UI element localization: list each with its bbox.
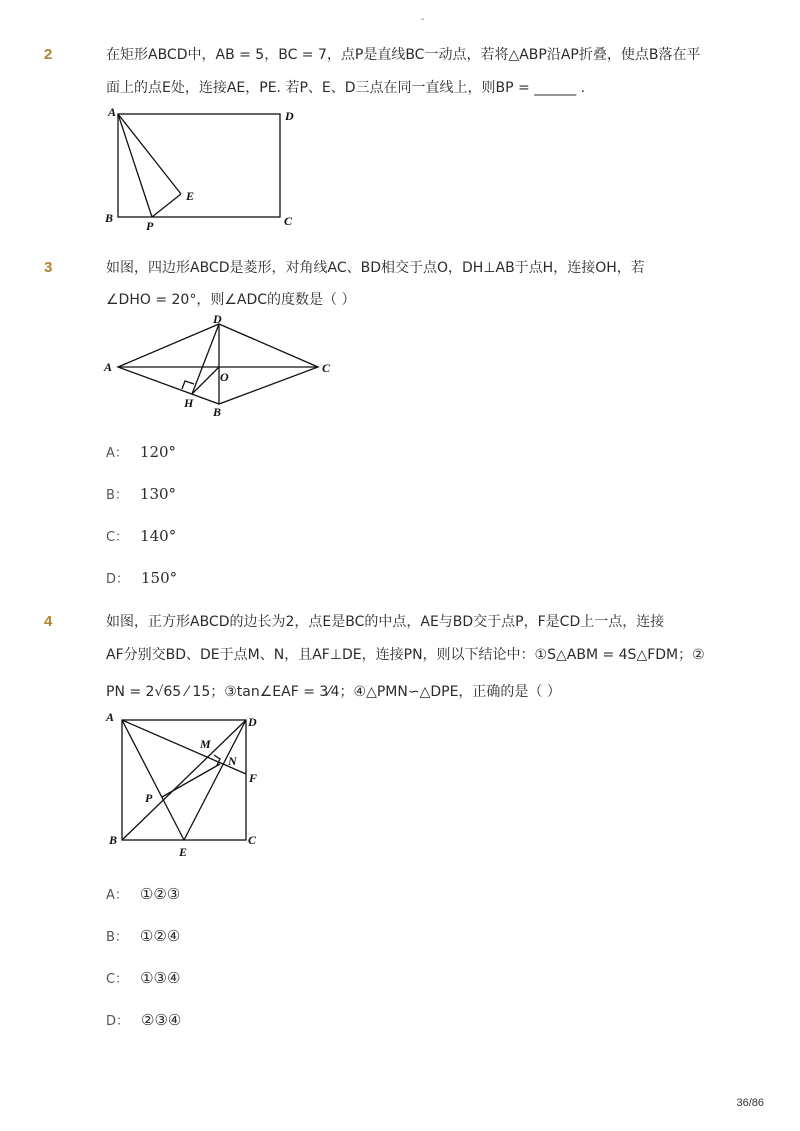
q4-option-d-value: ②③④ bbox=[141, 1011, 182, 1029]
q4-text-line-2: AF分别交BD、DE于点M、N，且AF⊥DE，连接PN，则以下结论中：①S△ABM = 4S△FDM；② bbox=[106, 647, 705, 663]
q3-option-d[interactable] bbox=[106, 568, 177, 590]
q4-option-c[interactable] bbox=[106, 968, 180, 990]
q4-text-line-1: 如图，正方形ABCD的边长为2，点E是BC的中点，AE与BD交于点P，F是CD上一点，连接 bbox=[106, 614, 665, 630]
q4-label-M: M bbox=[200, 737, 211, 751]
q3-label-H: H bbox=[184, 396, 194, 410]
q4-option-b-value: ①②④ bbox=[139, 927, 181, 945]
q2-label-C: C bbox=[284, 214, 293, 228]
q2-label-E: E bbox=[186, 189, 195, 203]
q4-option-a-value: ①②③ bbox=[139, 885, 181, 903]
q3-rhombus-figure bbox=[100, 312, 340, 422]
q4-option-d[interactable] bbox=[106, 1010, 181, 1032]
question-number-4: 4 bbox=[44, 613, 53, 630]
q2-label-B: B bbox=[105, 211, 114, 225]
q3-option-b[interactable] bbox=[106, 484, 176, 506]
q4-label-P: P bbox=[145, 791, 153, 805]
top-mark: - bbox=[421, 14, 425, 25]
q4-label-B: B bbox=[109, 833, 118, 847]
q3-option-d-label: D： bbox=[106, 572, 130, 587]
q4-label-D: D bbox=[248, 715, 257, 729]
question-number-3: 3 bbox=[44, 259, 53, 276]
q4-text-line-3: PN = 2√65 ⁄ 15；③tan∠EAF = 3⁄4；④△PMN∽△DPE，正确的是（ ） bbox=[106, 684, 561, 700]
q3-label-A: A bbox=[104, 360, 113, 374]
q3-label-B: B bbox=[213, 405, 222, 419]
q2-label-A: A bbox=[108, 105, 117, 119]
q3-option-b-label: B： bbox=[106, 488, 128, 503]
q2-label-P: P bbox=[146, 219, 154, 232]
page-number: 36/86 bbox=[736, 1097, 764, 1109]
q4-option-a[interactable] bbox=[106, 884, 180, 906]
q3-option-c-value: 140° bbox=[140, 527, 177, 545]
q3-option-a[interactable] bbox=[106, 442, 176, 464]
q2-label-D: D bbox=[285, 109, 294, 123]
q4-label-A: A bbox=[106, 710, 115, 724]
q4-label-E: E bbox=[179, 845, 188, 859]
q4-option-b[interactable] bbox=[106, 926, 180, 948]
q3-label-D: D bbox=[213, 312, 222, 326]
question-number-2: 2 bbox=[44, 46, 53, 63]
q3-label-C: C bbox=[322, 361, 331, 375]
q3-option-c-label: C： bbox=[106, 530, 129, 545]
q4-label-F: F bbox=[249, 771, 258, 785]
q4-square-figure bbox=[100, 708, 270, 860]
q4-option-a-label: A： bbox=[106, 888, 128, 903]
q4-option-c-value: ①③④ bbox=[140, 969, 181, 987]
q3-text-line-2: ∠DHO = 20°，则∠ADC的度数是（ ） bbox=[106, 292, 356, 308]
q3-option-a-label: A： bbox=[106, 446, 128, 461]
q3-text-line-1: 如图，四边形ABCD是菱形，对角线AC、BD相交于点O，DH⊥AB于点H，连接OH，若 bbox=[106, 260, 645, 276]
q4-option-c-label: C： bbox=[106, 972, 129, 987]
q2-text-line-1: 在矩形ABCD中，AB = 5，BC = 7，点P是直线BC一动点，若将△ABP沿AP折叠，使点B落在平 bbox=[106, 47, 701, 63]
q4-label-N: N bbox=[228, 754, 237, 768]
q3-option-b-value: 130° bbox=[139, 485, 177, 503]
q3-option-d-value: 150° bbox=[141, 569, 178, 587]
q4-label-C: C bbox=[248, 833, 257, 847]
q2-text-line-2: 面上的点E处，连接AE，PE. 若P、E、D三点在同一直线上，则BP = ______ . bbox=[106, 80, 586, 96]
q2-rectangle-figure bbox=[100, 104, 310, 232]
q3-option-c[interactable] bbox=[106, 526, 176, 548]
q4-option-b-label: B： bbox=[106, 930, 128, 945]
q4-option-d-label: D： bbox=[106, 1014, 130, 1029]
q3-option-a-value: 120° bbox=[139, 443, 177, 461]
q3-label-O: O bbox=[220, 370, 229, 384]
